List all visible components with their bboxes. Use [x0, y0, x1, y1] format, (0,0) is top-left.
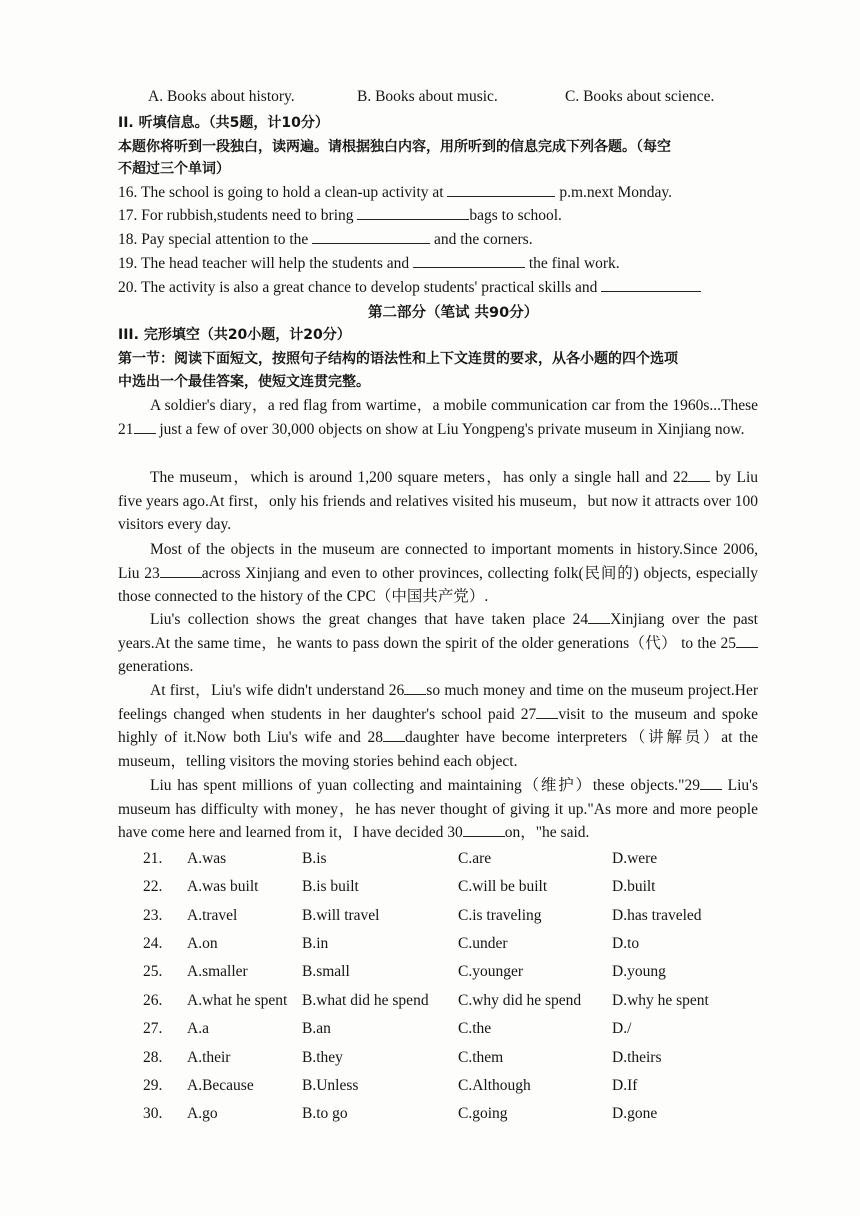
option-a[interactable]: A.smaller: [187, 963, 248, 980]
q19-text-after: the final work.: [528, 255, 620, 272]
blank-24[interactable]: [588, 609, 610, 624]
option-c[interactable]: C.going: [458, 1105, 508, 1122]
option-b[interactable]: B.is built: [302, 878, 359, 895]
option-c[interactable]: C.the: [458, 1020, 492, 1037]
para4-text-a: Liu's collection shows the great changes that have taken place 24: [150, 611, 589, 628]
passage-paragraph-1: [118, 394, 758, 441]
blank-21[interactable]: [134, 419, 156, 434]
q20-blank[interactable]: [601, 277, 701, 292]
option-c[interactable]: C.why did he spend: [458, 992, 582, 1009]
option-d[interactable]: D./: [612, 1020, 632, 1037]
option-d[interactable]: D.built: [612, 878, 656, 895]
question-number: 29.: [143, 1077, 163, 1094]
option-b[interactable]: B.they: [302, 1049, 343, 1066]
q16-text: 16. The school is going to hold a clean-up activity at: [118, 184, 444, 201]
option-a[interactable]: A.a: [187, 1020, 209, 1037]
blank-22[interactable]: [688, 467, 710, 482]
q16-blank[interactable]: [447, 182, 555, 197]
option-b[interactable]: B.Unless: [302, 1077, 359, 1094]
para1-text-a: A soldier's diary，a red flag from wartime，a mobile communication car from the 1960s...These 21: [118, 397, 758, 438]
passage-paragraph-2: [118, 466, 758, 537]
section2-instruction-2: 不超过三个单词）: [118, 161, 230, 177]
q19-text: 19. The head teacher will help the students and: [118, 255, 410, 272]
blank-28[interactable]: [383, 727, 405, 742]
option-d[interactable]: D.gone: [612, 1105, 658, 1122]
section3-instruction-2: 中选出一个最佳答案，使短文连贯完整。: [118, 374, 370, 390]
para5-text-a: At first，Liu's wife didn't understand 26: [150, 682, 405, 699]
para6-text-a: Liu has spent millions of yuan collecting and maintaining（维护）these objects."29: [150, 777, 700, 794]
para2-text-a: The museum，which is around 1,200 square meters，has only a single hall and 22: [150, 469, 689, 486]
passage-paragraph-5: [118, 679, 758, 773]
para1-text-b: just a few of over 30,000 objects on show at Liu Yongpeng's private museum in Xinjiang now.: [159, 420, 745, 438]
q19-blank[interactable]: [413, 253, 525, 268]
blank-27[interactable]: [536, 704, 558, 719]
q20: [118, 277, 758, 299]
question-number: 28.: [143, 1049, 163, 1066]
option-b[interactable]: B.to go: [302, 1105, 348, 1122]
blank-25[interactable]: [736, 633, 758, 648]
para4-text-b: Xinjiang over the past years.At the same time，he wants to pass down the spirit of the older generations（代） to the 25: [118, 611, 758, 652]
q18-blank[interactable]: [312, 229, 430, 244]
option-d[interactable]: D.young: [612, 963, 666, 980]
option-a[interactable]: A.was built: [187, 878, 259, 895]
option-c[interactable]: C.are: [458, 850, 492, 867]
q17-text: 17. For rubbish,students need to bring: [118, 207, 354, 224]
para6-text-b: Liu's museum has difficulty with money，he has never thought of giving it up."As more and more people have come here and learned from it，I have decided 30: [118, 777, 759, 841]
option-c[interactable]: C.Although: [458, 1077, 531, 1094]
option-d[interactable]: D.has traveled: [612, 907, 702, 924]
para5-text-d: daughter have become interpreters（讲解员）at the museum，telling visitors the moving stories behind each object.: [118, 729, 758, 770]
option-a[interactable]: A.on: [187, 935, 218, 952]
q18-text-after: and the corners.: [434, 231, 533, 248]
option-b[interactable]: B.small: [302, 963, 350, 980]
section2-heading: II. 听填信息。（共5题，计10分）: [118, 115, 329, 131]
option-d[interactable]: D.were: [612, 850, 658, 867]
q15-option-b: B. Books about music.: [357, 88, 498, 105]
option-c[interactable]: C.is traveling: [458, 907, 542, 924]
para3-text-b: across Xinjiang and even to other provinces, collecting folk(民间的) objects, especially those connected to the history of the CPC（中国共产党）.: [118, 564, 759, 605]
option-a[interactable]: A.go: [187, 1105, 218, 1122]
q16: [118, 182, 758, 204]
option-c[interactable]: C.under: [458, 935, 508, 952]
passage-paragraph-4: [118, 608, 758, 679]
option-d[interactable]: D.to: [612, 935, 640, 952]
option-a[interactable]: A.Because: [187, 1077, 254, 1094]
option-b[interactable]: B.will travel: [302, 907, 380, 924]
section3-instruction-1: 第一节：阅读下面短文，按照句子结构的语法性和上下文连贯的要求，从各小题的四个选项: [118, 351, 678, 367]
passage-paragraph-6: [118, 774, 758, 845]
para2-text-b: by Liu five years ago.At first，only his friends and relatives visited his museum，but now it attracts over 100 visitors every day.: [118, 469, 758, 533]
question-number: 25.: [143, 963, 163, 980]
blank-29[interactable]: [700, 775, 722, 790]
q15-option-c: C. Books about science.: [565, 88, 715, 105]
blank-23[interactable]: [160, 563, 202, 578]
option-c[interactable]: C.younger: [458, 963, 524, 980]
para5-text-b: so much money and time on the museum project.Her feelings changed when students in her daughter's school paid 27: [118, 682, 759, 723]
blank-30[interactable]: [463, 822, 505, 837]
q20-text: 20. The activity is also a great chance to develop students' practical skills and: [118, 279, 598, 296]
option-b[interactable]: B.is: [302, 850, 327, 867]
q18-text: 18. Pay special attention to the: [118, 231, 309, 248]
question-number: 24.: [143, 935, 163, 952]
section2-instruction-1: 本题你将听到一段独白，读两遍。请根据独白内容，用所听到的信息完成下列各题。（每空: [118, 139, 671, 155]
option-a[interactable]: A.travel: [187, 907, 238, 924]
question-number: 26.: [143, 992, 163, 1009]
option-b[interactable]: B.what did he spend: [302, 992, 429, 1009]
option-d[interactable]: D.theirs: [612, 1049, 662, 1066]
q19: [118, 253, 758, 275]
para5-text-c: visit to the museum and spoke highly of it.Now both Liu's wife and 28: [118, 705, 758, 746]
para6-text-c: on，"he said.: [504, 824, 590, 841]
option-d[interactable]: D.why he spent: [612, 992, 709, 1009]
q17-blank[interactable]: [357, 205, 469, 220]
option-b[interactable]: B.an: [302, 1020, 331, 1037]
para4-text-c: generations.: [118, 658, 194, 675]
part2-title: 第二部分（笔试 共90分）: [368, 305, 539, 321]
option-b[interactable]: B.in: [302, 935, 329, 952]
question-number: 23.: [143, 907, 163, 924]
question-number: 27.: [143, 1020, 163, 1037]
option-a[interactable]: A.was: [187, 850, 227, 867]
question-number: 21.: [143, 850, 163, 867]
para3-text-a: Most of the objects in the museum are connected to important moments in history.Since 2006, Liu 23: [118, 541, 758, 582]
option-a[interactable]: A.their: [187, 1049, 231, 1066]
question-number: 30.: [143, 1105, 163, 1122]
q16-text-after: p.m.next Monday.: [559, 184, 672, 201]
option-a[interactable]: A.what he spent: [187, 992, 288, 1009]
option-d[interactable]: D.If: [612, 1077, 638, 1094]
q18: [118, 229, 758, 251]
q17: [118, 205, 758, 227]
section3-heading: III. 完形填空（共20小题，计20分）: [118, 327, 351, 343]
passage-paragraph-3: [118, 538, 758, 609]
q17-text-after: bags to school.: [469, 207, 562, 224]
option-c[interactable]: C.will be built: [458, 878, 548, 895]
question-number: 22.: [143, 878, 163, 895]
q15-option-a: A. Books about history.: [148, 88, 295, 105]
blank-26[interactable]: [404, 680, 426, 695]
option-c[interactable]: C.them: [458, 1049, 504, 1066]
